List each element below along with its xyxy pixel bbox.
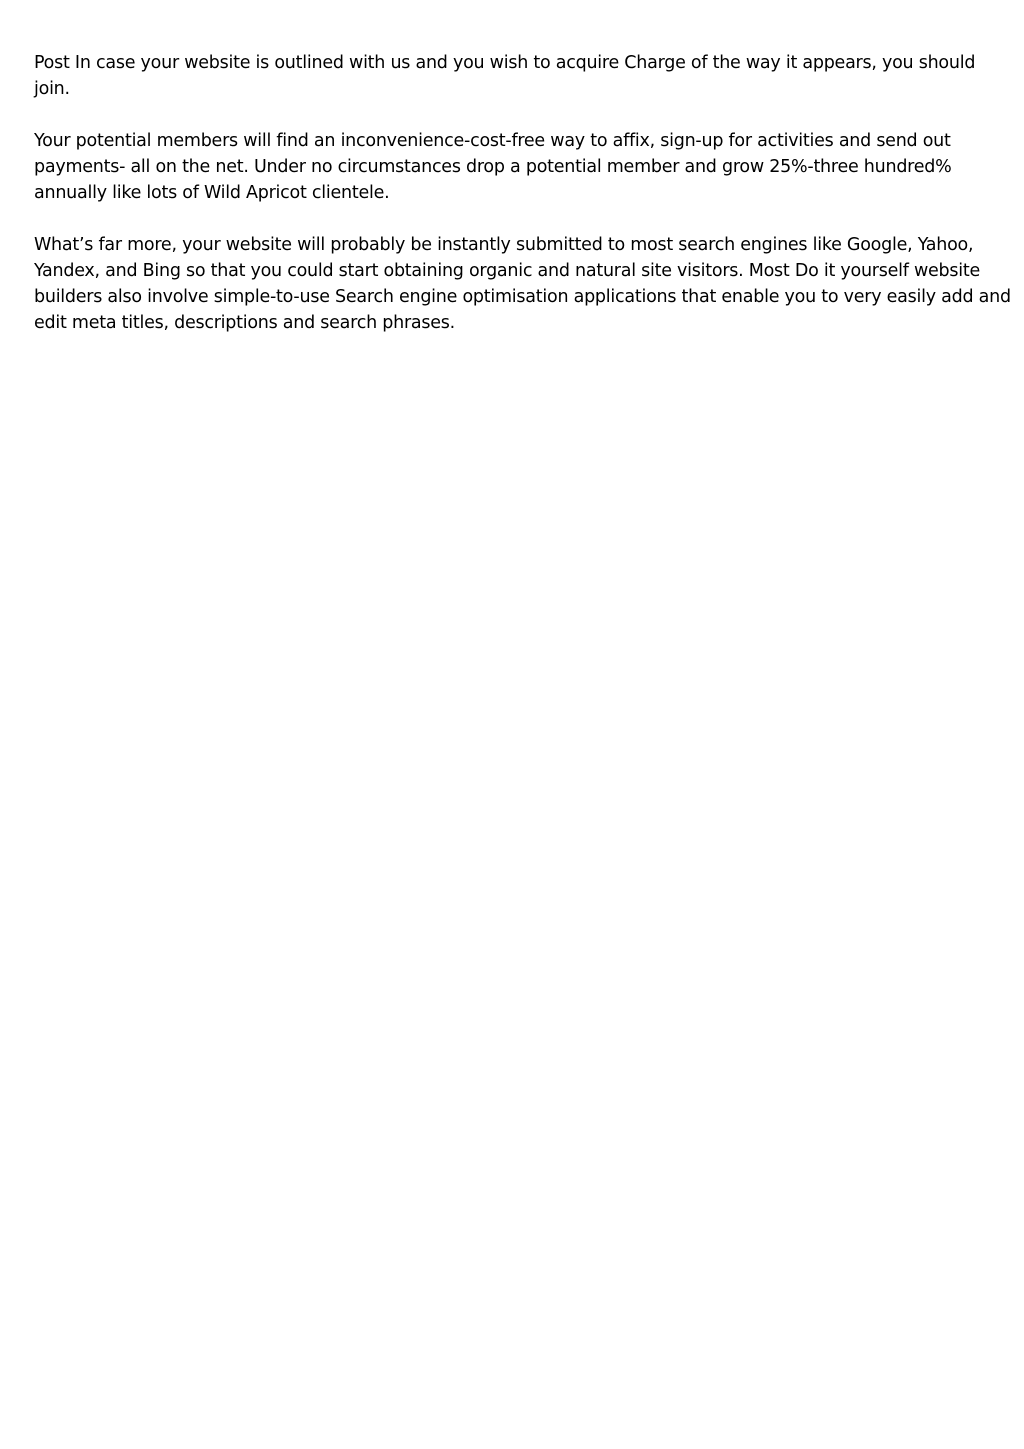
paragraph-line: payments- all on the net. Under no circumstances drop a potential member and grow 25%-three hundred% bbox=[34, 157, 952, 177]
paragraph-line: annually like lots of Wild Apricot clientele. bbox=[34, 183, 390, 203]
paragraph-line: join. bbox=[34, 79, 70, 99]
paragraph-line: What’s far more, your website will probably be instantly submitted to most search engines like Google, Yahoo, bbox=[34, 235, 974, 255]
document-body bbox=[34, 50, 1011, 362]
paragraph-line: Yandex, and Bing so that you could start obtaining organic and natural site visitors. Most Do it yourself website bbox=[34, 261, 980, 281]
paragraph-line: Post In case your website is outlined with us and you wish to acquire Charge of the way it appears, you should bbox=[34, 53, 976, 73]
paragraph-members bbox=[34, 128, 994, 206]
paragraph-website-control bbox=[34, 50, 994, 102]
paragraph-line: edit meta titles, descriptions and search phrases. bbox=[34, 313, 455, 333]
paragraph-line: Your potential members will find an inconvenience-cost-free way to affix, sign-up for activities and send out bbox=[34, 131, 951, 151]
paragraph-line: builders also involve simple-to-use Search engine optimisation applications that enable you to very easily add and bbox=[34, 287, 1011, 307]
paragraph-search-engines bbox=[34, 232, 1011, 336]
